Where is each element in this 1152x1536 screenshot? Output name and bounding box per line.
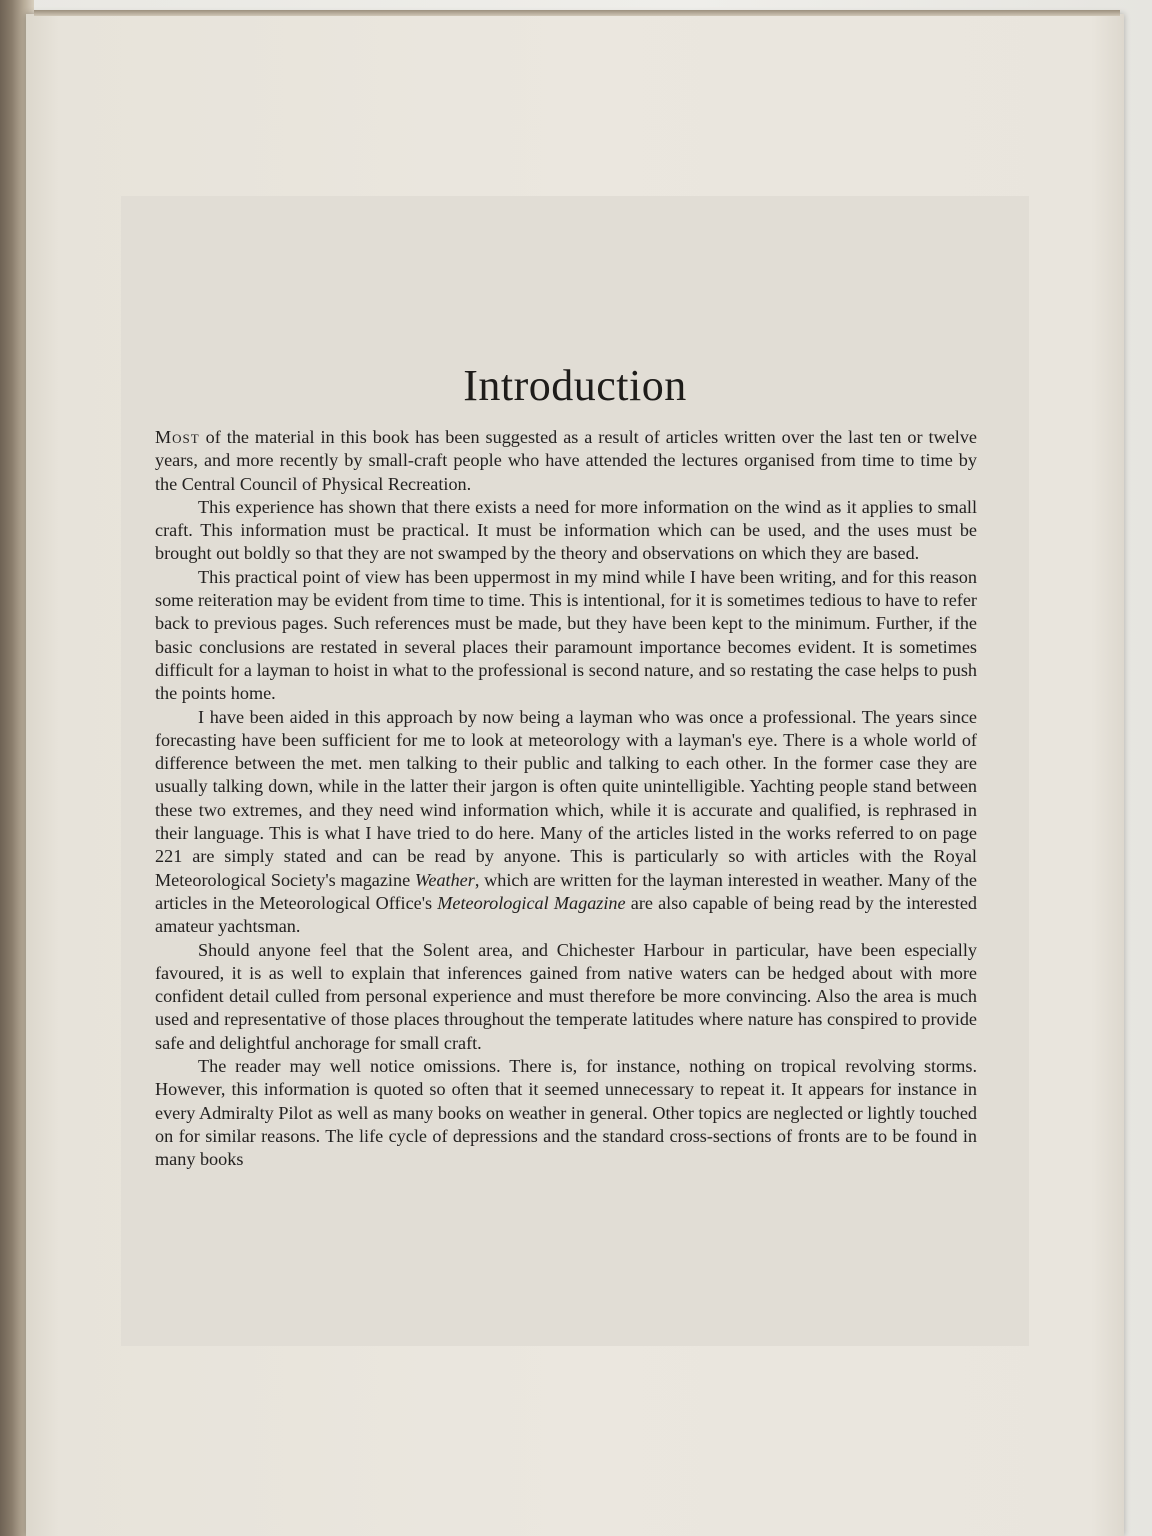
paragraph-1 (155, 426, 977, 496)
paragraph-4 (155, 706, 977, 939)
paragraph-4-text-a: I have been aided in this approach by now being a layman who was once a professional. The years since forecasting have been sufficient for me to look at meteorology with a layman's eye. There is a whole world of difference between the met. men talking to their public and talking to each other. In the former case they are usually talking down, while in the latter their jargon is often quite unintelligible. Yachting people stand between these two extremes, and they need wind information which, while it is accurate and qualified, is rephrased in their language. This is what I have tried to do here. Many of the articles listed in the works referred to on page 221 are simply stated and can be read by anyone. This is particularly so with articles with the Royal Meteorological Society's magazine (155, 706, 977, 890)
paragraph-2: This experience has shown that there exists a need for more information on the wind as it applies to small craft. This information must be practical. It must be information which can be used, and the uses must be brought out boldly so that they are not swamped by the theory and observations on which they are based. (155, 496, 977, 564)
weather-magazine-title: Weather (414, 869, 475, 890)
lead-word: Most (155, 427, 200, 447)
body-text (155, 426, 977, 1172)
page-top-edge (34, 10, 1120, 16)
paragraph-4-text-c: are also capable of being read by the interested amateur yachtsman. (155, 892, 977, 937)
paragraph-6: The reader may well notice omissions. There is, for instance, nothing on tropical revolving storms. However, this information is quoted so often that it seemed unnecessary to repeat it. It appears for instance in every Admiralty Pilot as well as many books on weather in general. Other topics are neglected or lightly touched on for similar reasons. The life cycle of depressions and the standard cross-sections of fronts are to be found in many books (155, 1056, 977, 1170)
page-title: Introduction (463, 361, 687, 410)
meteorological-magazine-title: Meteorological Magazine (437, 892, 626, 913)
paragraph-3: This practical point of view has been uppermost in my mind while I have been writing, and for this reason some reiteration may be evident from time to time. This is intentional, for it is sometimes tedious to have to refer back to previous pages. Such references must be made, but they have been kept to the minimum. Further, if the basic conclusions are restated in several places their paramount importance becomes evident. It is sometimes difficult for a layman to hoist in what to the professional is second nature, and so restating the case helps to push the points home. (155, 566, 977, 704)
paragraph-4-text-b: , which are written for the layman interested in weather. Many of the articles in the Meteorological Office's (155, 869, 977, 913)
paragraph-5: Should anyone feel that the Solent area, and Chichester Harbour in particular, have been especially favoured, it is as well to explain that inferences gained from native waters can be hedged about with more confident detail culled from personal experience and must therefore be more convincing. Also the area is much used and representative of those places throughout the temperate latitudes where nature has conspired to provide safe and delightful anchorage for small craft. (155, 939, 977, 1053)
paragraph-1-text: of the material in this book has been suggested as a result of articles written over the last ten or twelve years, and more recently by small-craft people who have attended the lectures organised from time to time by the Central Council of Physical Recreation. (155, 427, 977, 494)
